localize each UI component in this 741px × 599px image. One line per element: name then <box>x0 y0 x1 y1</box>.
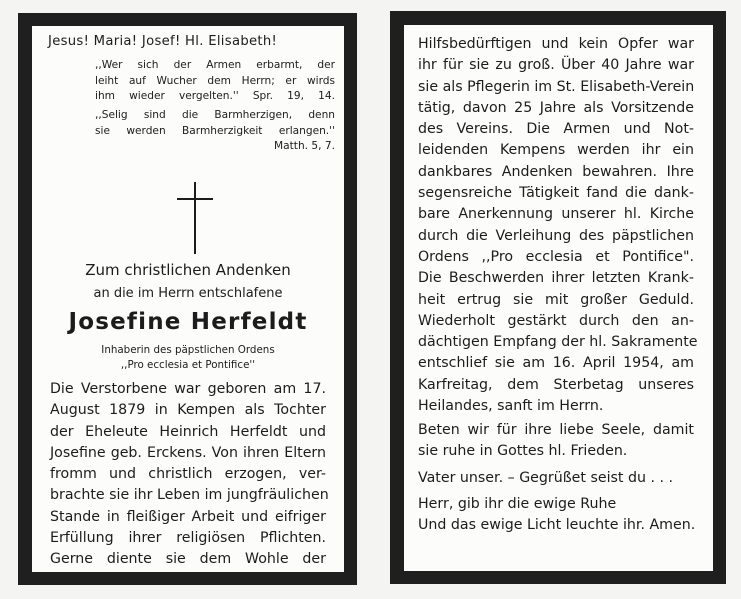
text-line: fromm und christlich erzogen, ver- <box>50 466 326 483</box>
text-line: leidenden Kempens werden ihr ein <box>418 142 694 159</box>
text-line: Die Verstorbene war geboren am 17. <box>50 381 326 397</box>
biography-part2 <box>418 34 698 417</box>
cross-icon <box>177 182 213 254</box>
scripture-quote-matthew <box>95 108 335 155</box>
text-line: des Vereins. Die Armen und Not- <box>418 121 694 138</box>
card-front-content <box>32 26 344 572</box>
text-line: dankbares Andenken bewahren. Ihre <box>418 163 694 180</box>
biography-part1 <box>50 379 329 571</box>
closing-line: Herr, gib ihr die ewige Ruhe <box>418 495 617 512</box>
quote-line: sie werden Barmherzigkeit erlangen.'' <box>95 124 335 137</box>
closing-line: Und das ewige Licht leuchte ihr. Amen. <box>418 517 696 534</box>
text-line: heit ertrug sie mit großer Geduld. <box>418 291 694 308</box>
text-line: entschlief sie am 16. April 1954, am <box>418 355 694 372</box>
text-line: Erfüllung ihrer religiösen Pflichten. <box>50 530 326 547</box>
text-line: Stande in fleißiger Arbeit und eifriger <box>50 508 326 525</box>
quote-line: ,,Wer sich der Armen erbarmt, der <box>95 59 335 71</box>
prayer-section <box>418 420 694 536</box>
text-line: bare Anerkennung unserer hl. Kirche <box>418 206 694 223</box>
quote-line: leiht auf Wucher dem Herrn; er wirds <box>95 74 335 87</box>
memorial-card-front <box>18 13 357 585</box>
text-line: ihr für sie zu groß. Über 40 Jahre war <box>418 57 694 74</box>
prayer-request-line: sie ruhe in Gottes hl. Frieden. <box>418 443 628 460</box>
memorial-heading: Zum christlichen Andenken <box>85 261 291 279</box>
quote-reference: Matth. 5, 7. <box>274 140 335 153</box>
text-line: tätig, davon 25 Jahre als Vorsitzende <box>418 99 694 116</box>
text-line: Ordens ,,Pro ecclesia et Pontifice". <box>418 248 694 265</box>
text-line: August 1879 in Kempen als Tochter <box>50 402 326 419</box>
deceased-name: Josefine Herfeldt <box>68 309 308 335</box>
text-line: Heilandes, sanft im Herrn. <box>418 398 604 415</box>
text-line: segensreiche Tätigkeit fand die dank- <box>418 185 694 202</box>
quote-line: ihm wieder vergelten.'' Spr. 19, 14. <box>95 90 335 103</box>
memorial-subheading: an die im Herrn entschlafene <box>93 286 283 301</box>
invocation: Jesus! Maria! Josef! Hl. Elisabeth! <box>48 34 278 49</box>
text-line: Hilfsbedürftigen und kein Opfer war <box>418 36 694 52</box>
text-line: Josefine geb. Erckens. Von ihren Eltern <box>50 444 326 461</box>
text-line: Die Beschwerden ihrer letzten Krank- <box>418 270 694 287</box>
text-line: brachte sie ihr Leben im jungfräulichen <box>50 487 329 504</box>
text-line: Gerne diente sie dem Wohle der <box>50 551 326 568</box>
text-line: dächtigen Empfang der hl. Sakramente <box>418 334 698 351</box>
text-line: durch die Verleihung des päpstlichen <box>418 227 694 244</box>
memorial-card-back <box>390 11 726 584</box>
order-line: Inhaberin des päpstlichen Ordens <box>101 344 275 356</box>
scripture-quote-proverbs <box>95 58 335 105</box>
order-name: ,,Pro ecclesia et Pontifice'' <box>120 359 256 371</box>
prayer-request-line: Beten wir für ihre liebe Seele, damit <box>418 422 694 438</box>
card-back-content <box>404 25 713 571</box>
text-line: Wiederholt gestärkt durch den an- <box>418 312 694 329</box>
text-line: Karfreitag, dem Sterbetag unseres <box>418 376 694 393</box>
text-line: sie als Pflegerin im St. Elisabeth-Verein <box>418 78 695 95</box>
quote-line: ,,Selig sind die Barmherzigen, denn <box>95 109 335 121</box>
text-line: der Eheleute Heinrich Herfeldt und <box>50 423 326 440</box>
prayers-line: Vater unser. – Gegrüßet seist du . . . <box>418 469 674 486</box>
